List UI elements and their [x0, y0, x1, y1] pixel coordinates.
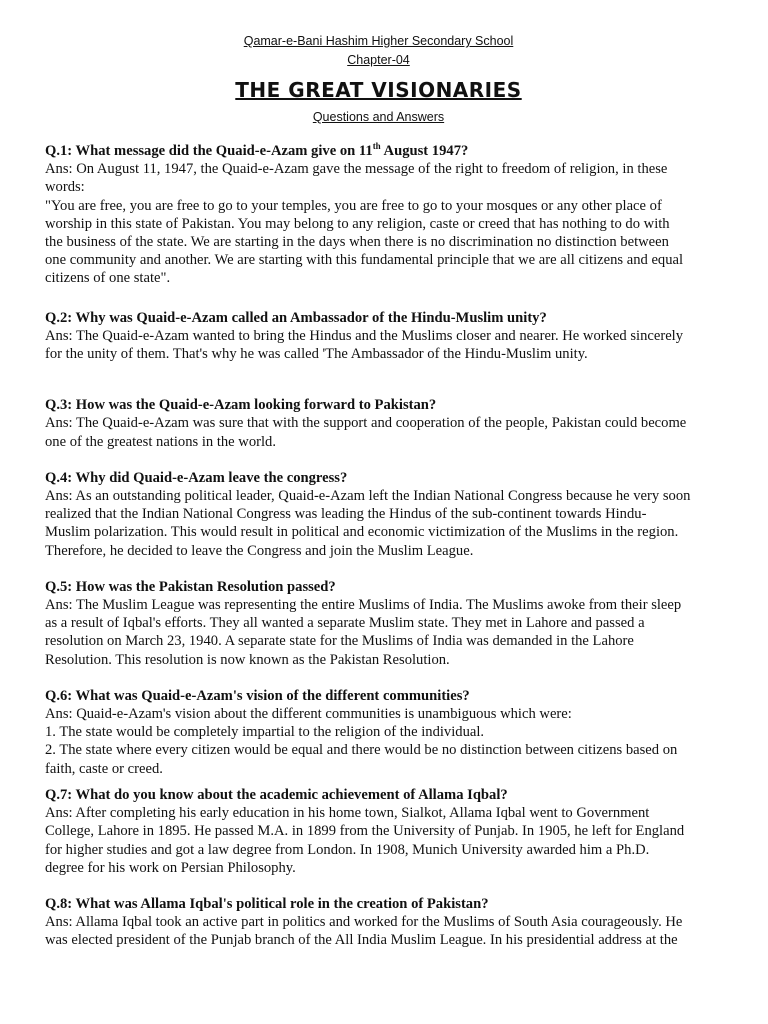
qa-block-7: [45, 786, 712, 877]
answer-line: Ans: The Quaid-e-Azam wanted to bring the Hindus and the Muslims closer and nearer. He worked sincerely: [45, 327, 684, 344]
answer-line: faith, caste or creed.: [45, 760, 163, 777]
answer-line: Ans: Allama Iqbal took an active part in politics and worked for the Muslims of South Asia courageously. He: [45, 914, 683, 931]
question-3: Q.3: How was the Quaid-e-Azam looking forward to Pakistan?: [45, 397, 437, 414]
answer-line: Resolution. This resolution is now known as the Pakistan Resolution.: [45, 651, 450, 668]
answer-line: the business of the state. We are starting in the days when there is no discrimination no distinction between: [45, 234, 669, 251]
answer-line: realized that the Indian National Congress was leading the Hindus of the sub-continent towards Hindu-: [45, 506, 647, 523]
school-name: Qamar-e-Bani Hashim Higher Secondary School: [243, 34, 514, 48]
question-6: Q.6: What was Quaid-e-Azam's vision of the different communities?: [45, 687, 470, 704]
question-2: Q.2: Why was Quaid-e-Azam called an Ambassador of the Hindu-Muslim unity?: [45, 309, 547, 326]
question-1-text-end: August 1947?: [380, 143, 469, 159]
answer-line: Ans: After completing his early education in his home town, Sialkot, Allama Iqbal went to Government: [45, 805, 650, 822]
qa-block-2: [45, 309, 712, 364]
answer-line: degree for his work on Persian Philosophy.: [45, 859, 296, 876]
question-1-superscript: th: [372, 141, 381, 152]
answer-4: [45, 487, 712, 560]
answer-1: [45, 160, 712, 287]
qa-block-3: [45, 396, 712, 451]
answer-line: was elected president of the Punjab branch of the All India Muslim League. In his presidential address at the: [45, 932, 678, 949]
question-1: [45, 142, 712, 160]
answer-5: [45, 596, 712, 669]
answer-line: citizens of one state".: [45, 270, 171, 287]
answer-line: for the unity of them. That's why he was called 'The Ambassador of the Hindu-Muslim unity.: [45, 346, 588, 363]
answer-line: one community and another. We are starting with this fundamental principle that we are all citizens and equal: [45, 252, 684, 269]
qa-block-8: [45, 895, 712, 950]
answer-line: "You are free, you are free to go to your temples, you are free to go to your mosques or any other place of: [45, 197, 662, 214]
answer-6: [45, 705, 712, 778]
question-5: Q.5: How was the Pakistan Resolution passed?: [45, 578, 336, 595]
qa-block-4: [45, 469, 712, 560]
answer-8: [45, 913, 712, 949]
answer-line: Ans: The Quaid-e-Azam was sure that with the support and cooperation of the people, Pakistan could become: [45, 415, 687, 432]
answer-line: for higher studies and got a law degree from London. In 1908, Munich University awarded him a Ph.D.: [45, 841, 650, 858]
document-header: [45, 32, 712, 126]
answer-3: [45, 414, 712, 450]
question-8: Q.8: What was Allama Iqbal's political role in the creation of Pakistan?: [45, 895, 489, 912]
question-7: Q.7: What do you know about the academic achievement of Allama Iqbal?: [45, 786, 508, 803]
question-4: Q.4: Why did Quaid-e-Azam leave the congress?: [45, 469, 348, 486]
answer-2: [45, 327, 712, 363]
answer-line: College, Lahore in 1895. He passed M.A. in 1899 from the University of Punjab. In 1905, he left for England: [45, 823, 685, 840]
answer-line: Ans: As an outstanding political leader, Quaid-e-Azam left the Indian National Congress because he very soon: [45, 488, 691, 505]
answer-line: Muslim polarization. This would result in political and economic victimization of the Muslims in the region.: [45, 524, 679, 541]
qa-block-1: [45, 142, 712, 288]
qa-block-6: [45, 687, 712, 778]
page-title: THE GREAT VISIONARIES: [235, 78, 522, 102]
qa-block-5: [45, 578, 712, 669]
answer-line: Ans: Quaid-e-Azam's vision about the different communities is unambiguous which were:: [45, 706, 572, 723]
answer-line: one of the greatest nations in the world.: [45, 433, 277, 450]
answer-line: Ans: The Muslim League was representing the entire Muslims of India. The Muslims awoke from their sleep: [45, 597, 682, 614]
answer-line: 2. The state where every citizen would be equal and there would be no distinction between citizens based on: [45, 742, 678, 759]
answer-line: Ans: On August 11, 1947, the Quaid-e-Azam gave the message of the right to freedom of religion, in these: [45, 161, 668, 178]
chapter-label: Chapter-04: [347, 53, 410, 67]
answer-7: [45, 804, 712, 877]
answer-line: Therefore, he decided to leave the Congress and join the Muslim League.: [45, 542, 474, 559]
answer-line: words:: [45, 179, 85, 196]
answer-line: worship in this state of Pakistan. You may belong to any religion, caste or creed that has nothing to do with: [45, 215, 670, 232]
answer-line: 1. The state would be completely impartial to the religion of the individual.: [45, 724, 485, 741]
answer-line: resolution on March 23, 1940. A separate state for the Muslims of India was demanded in the Lahore: [45, 633, 634, 650]
answer-line: as a result of Iqbal's efforts. They all wanted a separate Muslim state. They met in Lahore and passed a: [45, 615, 645, 632]
page-subtitle: Questions and Answers: [312, 110, 445, 124]
question-1-text: Q.1: What message did the Quaid-e-Azam give on 11: [45, 143, 373, 159]
